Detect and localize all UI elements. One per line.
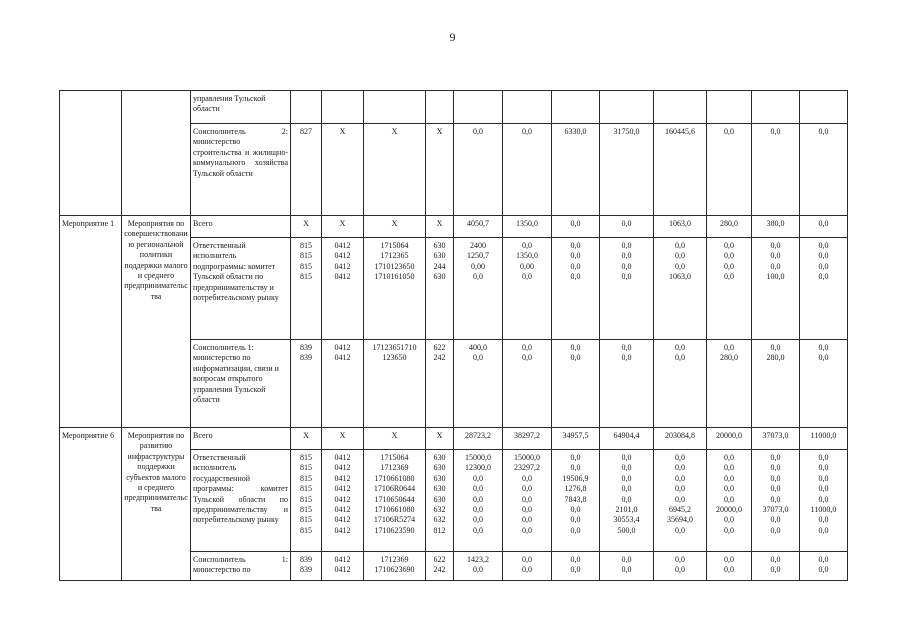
cell-year-8: 0,0 0,0 — [800, 552, 848, 581]
cell-year-6: 0,0 — [707, 124, 752, 216]
cell-year-8: 0,0 — [800, 124, 848, 216]
cell-year-8: 0,0 0,0 0,0 0,0 — [800, 238, 848, 340]
cell-year-2: 38297,2 — [503, 428, 552, 450]
executor-cell: Ответственный исполнитель государственной программы: комитет Тульской области по предпринимательству и потребительскому рынку — [191, 450, 291, 552]
cell-year-1: 400,0 0,0 — [454, 340, 503, 428]
table-row — [60, 91, 848, 124]
cell-year-7: 0,0 280,0 — [752, 340, 800, 428]
cell-vr: Х — [426, 216, 454, 238]
budget-table — [59, 90, 848, 581]
cell-year-4: 0,0 0,0 0,0 0,0 — [600, 238, 654, 340]
cell-year-6: 0,0 0,0 0,0 0,0 0,0 20000,0 0,0 0,0 — [707, 450, 752, 552]
cell-year-5: 0,0 0,0 0,0 0,0 0,0 6945,2 35694,0 0,0 — [654, 450, 707, 552]
executor-cell: Всего — [191, 428, 291, 450]
cell-vr: Х — [426, 428, 454, 450]
cell-year-1: 15000,0 12300,0 0,0 0,0 0,0 0,0 0,0 0,0 — [454, 450, 503, 552]
cell-year-1: 28723,2 — [454, 428, 503, 450]
event-label-cell: Мероприятие 6 — [60, 428, 122, 581]
event-label-cell — [60, 91, 122, 216]
cell-csr: Х — [364, 428, 426, 450]
cell-grbs — [291, 91, 322, 124]
cell-rzpr: Х — [322, 124, 364, 216]
cell-vr: 622 242 — [426, 340, 454, 428]
cell-year-5: 160445,6 — [654, 124, 707, 216]
cell-grbs: 815 815 815 815 — [291, 238, 322, 340]
cell-year-2 — [503, 91, 552, 124]
cell-rzpr: Х — [322, 428, 364, 450]
cell-year-3: 0,0 — [552, 216, 600, 238]
cell-year-4: 0,0 0,0 0,0 0,0 0,0 2101,0 30553,4 500,0 — [600, 450, 654, 552]
cell-year-8: 11000,0 — [800, 428, 848, 450]
cell-grbs: Х — [291, 428, 322, 450]
cell-year-4: 31750,0 — [600, 124, 654, 216]
cell-vr: Х — [426, 124, 454, 216]
cell-vr: 630 630 630 630 630 632 632 812 — [426, 450, 454, 552]
cell-year-1: 1423,2 0,0 — [454, 552, 503, 581]
executor-cell: Соисполнитель 1: министерство по информатизации, связи и вопросам открытого управления Тульской области — [191, 340, 291, 428]
executor-cell: Соисполнитель 1: министерство по — [191, 552, 291, 581]
cell-year-5 — [654, 91, 707, 124]
cell-year-6: 0,0 280,0 — [707, 340, 752, 428]
cell-rzpr: 0412 0412 — [322, 340, 364, 428]
cell-csr: 1712369 1710623690 — [364, 552, 426, 581]
cell-year-1: 2400 1250,7 0,00 0,0 — [454, 238, 503, 340]
cell-grbs: 815 815 815 815 815 815 815 815 — [291, 450, 322, 552]
cell-csr: 1715064 1712369 1710661080 17106R0644 1710650644 1710661080 17106R5274 1710623590 — [364, 450, 426, 552]
cell-year-8: 0,0 0,0 — [800, 340, 848, 428]
cell-year-2: 15000,0 23297,2 0,0 0,0 0,0 0,0 0,0 0,0 — [503, 450, 552, 552]
cell-year-4: 0,0 0,0 — [600, 552, 654, 581]
page-number: 9 — [449, 30, 456, 44]
event-name-cell: Мероприятия по совершенствованию региональной политики поддержки малого и среднего предпринимательства — [122, 216, 191, 428]
cell-csr: 17123651710 123650 — [364, 340, 426, 428]
cell-rzpr — [322, 91, 364, 124]
executor-cell: Всего — [191, 216, 291, 238]
cell-year-2: 0,0 0,0 — [503, 552, 552, 581]
executor-cell: управления Тульской области — [191, 91, 291, 124]
cell-year-5: 203084,8 — [654, 428, 707, 450]
table-row — [60, 216, 848, 238]
cell-rzpr: Х — [322, 216, 364, 238]
event-label-cell: Мероприятие 1 — [60, 216, 122, 428]
executor-cell: Ответственный исполнитель подпрограммы: комитет Тульской области по предпринимательству и потребительскому рынку — [191, 238, 291, 340]
cell-year-3: 0,0 0,0 19506,9 1276,8 7843,8 0,0 0,0 0,0 — [552, 450, 600, 552]
cell-year-2: 1350,0 — [503, 216, 552, 238]
cell-grbs: 839 839 — [291, 340, 322, 428]
cell-vr: 630 630 244 630 — [426, 238, 454, 340]
executor-cell: Соисполнитель 2: министерство строительства и жилищно-коммунального хозяйства Тульской области — [191, 124, 291, 216]
cell-grbs: Х — [291, 216, 322, 238]
event-name-cell — [122, 91, 191, 216]
cell-rzpr: 0412 0412 0412 0412 — [322, 238, 364, 340]
cell-year-3: 6330,0 — [552, 124, 600, 216]
cell-year-5: 0,0 0,0 — [654, 340, 707, 428]
cell-year-3 — [552, 91, 600, 124]
cell-year-7: 0,0 — [752, 124, 800, 216]
cell-year-1: 0,0 — [454, 124, 503, 216]
table-row — [60, 428, 848, 450]
cell-year-4 — [600, 91, 654, 124]
cell-year-7: 0,0 0,0 — [752, 552, 800, 581]
cell-year-5: 0,0 0,0 — [654, 552, 707, 581]
cell-csr: Х — [364, 216, 426, 238]
cell-year-5: 0,0 0,0 0,0 1063,0 — [654, 238, 707, 340]
cell-year-1: 4050,7 — [454, 216, 503, 238]
cell-year-3: 0,0 0,0 — [552, 340, 600, 428]
cell-year-3: 0,0 0,0 0,0 0,0 — [552, 238, 600, 340]
cell-grbs: 839 839 — [291, 552, 322, 581]
cell-year-7: 37073,0 — [752, 428, 800, 450]
cell-year-4: 64904,4 — [600, 428, 654, 450]
cell-year-8: 0,0 — [800, 216, 848, 238]
cell-vr: 622 242 — [426, 552, 454, 581]
cell-year-6: 0,0 0,0 0,0 0,0 — [707, 238, 752, 340]
event-name-cell: Мероприятия по развитию инфраструктуры поддержки субъектов малого и среднего предпринимательства — [122, 428, 191, 581]
cell-rzpr: 0412 0412 0412 0412 0412 0412 0412 0412 — [322, 450, 364, 552]
cell-year-6: 280,0 — [707, 216, 752, 238]
cell-year-5: 1063,0 — [654, 216, 707, 238]
cell-year-7: 0,0 0,0 0,0 100,0 — [752, 238, 800, 340]
cell-year-3: 34957,5 — [552, 428, 600, 450]
cell-year-1 — [454, 91, 503, 124]
cell-csr: Х — [364, 124, 426, 216]
cell-year-7: 380,0 — [752, 216, 800, 238]
cell-year-6: 0,0 0,0 — [707, 552, 752, 581]
cell-csr — [364, 91, 426, 124]
cell-year-6: 20000,0 — [707, 428, 752, 450]
cell-year-4: 0,0 0,0 — [600, 340, 654, 428]
cell-year-8 — [800, 91, 848, 124]
cell-grbs: 827 — [291, 124, 322, 216]
cell-year-6 — [707, 91, 752, 124]
cell-vr — [426, 91, 454, 124]
cell-year-2: 0,0 0,0 — [503, 340, 552, 428]
cell-rzpr: 0412 0412 — [322, 552, 364, 581]
cell-year-7: 0,0 0,0 0,0 0,0 0,0 37073,0 0,0 0,0 — [752, 450, 800, 552]
cell-year-2: 0,0 — [503, 124, 552, 216]
cell-year-3: 0,0 0,0 — [552, 552, 600, 581]
cell-year-8: 0,0 0,0 0,0 0,0 0,0 11000,0 0,0 0,0 — [800, 450, 848, 552]
cell-year-2: 0,0 1350,0 0,00 0,0 — [503, 238, 552, 340]
cell-year-4: 0,0 — [600, 216, 654, 238]
cell-year-7 — [752, 91, 800, 124]
cell-csr: 1715064 1712365 1710123650 1710161050 — [364, 238, 426, 340]
